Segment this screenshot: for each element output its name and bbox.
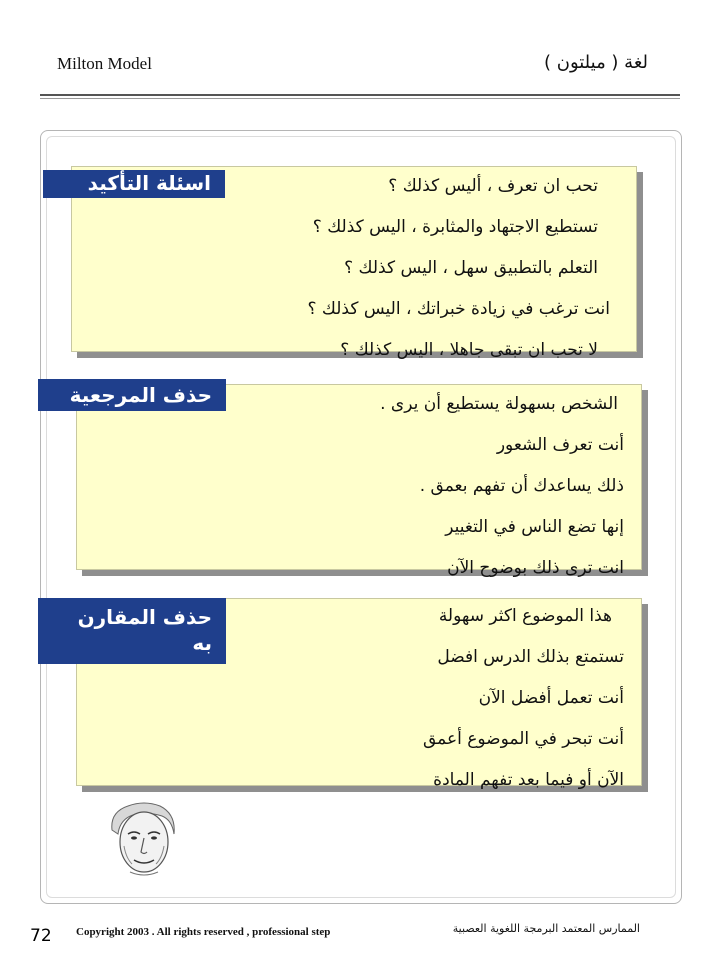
section2-line: إنها تضع الناس في التغيير [445, 517, 624, 537]
section3-label [38, 598, 226, 664]
section1-line: انت ترغب في زيادة خبراتك ، اليس كذلك ؟ [307, 299, 610, 319]
header-title-left: Milton Model [57, 54, 152, 73]
section1-line: التعلم بالتطبيق سهل ، اليس كذلك ؟ [344, 258, 598, 278]
section3-line: الآن أو فيما بعد تفهم المادة [433, 770, 624, 790]
section1-line: لا تحب ان تبقى جاهلا ، اليس كذلك ؟ [340, 340, 598, 360]
section3-label-line2: به [192, 631, 212, 655]
header-title-right: لغة ( ميلتون ) [543, 52, 648, 73]
section2-line: انت ترى ذلك بوضوح الآن [447, 558, 624, 578]
section3-line: أنت تبحر في الموضوع أعمق [422, 729, 624, 749]
section2-line: أنت تعرف الشعور [496, 435, 624, 455]
section2-line: الشخص بسهولة يستطيع أن يرى . [380, 394, 618, 414]
footer-copyright: Copyright 2003 . All rights reserved , professional step [76, 926, 331, 938]
section2-label: حذف المرجعية [38, 379, 226, 411]
section1-label: اسئلة التأكيد [43, 170, 225, 198]
section3-line: تستمتع بذلك الدرس افضل [437, 647, 624, 667]
header-divider [40, 94, 680, 99]
section1-line: تحب ان تعرف ، أليس كذلك ؟ [388, 176, 598, 196]
footer-arabic: الممارس المعتمد البرمجة اللغوية العصبية [452, 922, 640, 935]
portrait-sketch [106, 800, 182, 880]
page-number: 72 [30, 926, 52, 946]
section2-lines [150, 384, 624, 589]
section3-line: هذا الموضوع اكثر سهولة [438, 606, 612, 626]
section1-line: تستطيع الاجتهاد والمثابرة ، اليس كذلك ؟ [312, 217, 598, 237]
section3-line: أنت تعمل أفضل الآن [478, 688, 624, 708]
section3-label-line1: حذف المقارن [77, 605, 212, 629]
section2-line: ذلك يساعدك أن تفهم بعمق . [419, 476, 624, 496]
